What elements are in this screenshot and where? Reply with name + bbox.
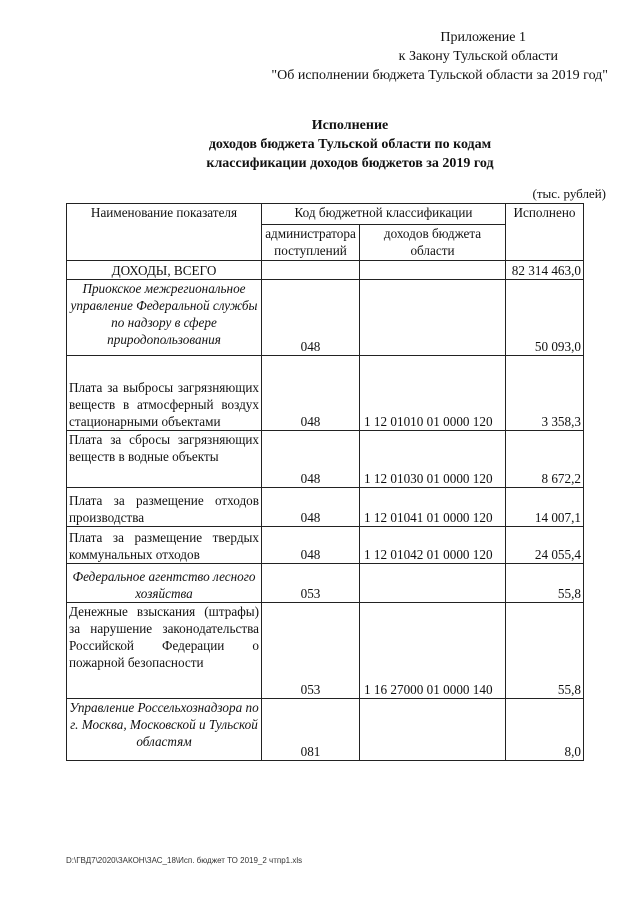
table-row	[67, 431, 584, 488]
row-value: 8 672,2	[506, 431, 584, 488]
header-code-group: Код бюджетной классификации	[262, 204, 506, 225]
total-admin	[262, 261, 360, 280]
table-row	[67, 280, 584, 356]
document-title	[150, 116, 550, 173]
row-value: 14 007,1	[506, 488, 584, 527]
annex-line-1: Приложение 1	[440, 30, 526, 45]
row-value: 50 093,0	[506, 280, 584, 356]
row-admin: 048	[262, 356, 360, 431]
row-admin: 081	[262, 699, 360, 761]
row-code	[360, 280, 506, 356]
row-admin: 048	[262, 431, 360, 488]
header-name: Наименование показателя	[67, 204, 262, 261]
row-name: Плата за сбросы загрязняющих веществ в водные объекты	[67, 431, 262, 488]
table-row	[67, 603, 584, 699]
row-code	[360, 564, 506, 603]
total-code	[360, 261, 506, 280]
row-admin: 053	[262, 564, 360, 603]
row-name: Управление Россельхознадзора по г. Москва, Московской и Тульской областям	[67, 699, 262, 761]
annex-header	[271, 28, 608, 85]
row-name: Плата за выбросы загрязняющих веществ в атмосферный воздух стационарными объектами	[67, 356, 262, 431]
row-code	[360, 699, 506, 761]
row-value: 3 358,3	[506, 356, 584, 431]
row-value: 55,8	[506, 603, 584, 699]
row-admin: 048	[262, 527, 360, 564]
table-row	[67, 564, 584, 603]
row-value: 55,8	[506, 564, 584, 603]
annex-line-2: к Закону Тульской области	[398, 49, 558, 64]
row-name: Плата за размещение твердых коммунальных отходов	[67, 527, 262, 564]
row-code: 1 12 01042 01 0000 120	[360, 527, 506, 564]
row-code: 1 12 01010 01 0000 120	[360, 356, 506, 431]
row-name: Плата за размещение отходов производства	[67, 488, 262, 527]
row-admin: 048	[262, 488, 360, 527]
table-row	[67, 527, 584, 564]
file-path-footer: D:\ГВД7\2020\ЗАКОН\ЗАС_18\Исп. бюджет ТО 2019_2 чтпр1.xls	[66, 856, 303, 865]
table-row	[67, 488, 584, 527]
row-name: Приокское межрегиональное управление Федеральной службы по надзору в сфере природопользования	[67, 280, 262, 356]
table-row	[67, 699, 584, 761]
row-name: Денежные взыскания (штрафы) за нарушение законодательства Российской Федерации о пожарной безопасности	[67, 603, 262, 699]
units-label: (тыс. рублей)	[532, 186, 606, 201]
header-done: Исполнено	[506, 204, 584, 261]
total-label: ДОХОДЫ, ВСЕГО	[67, 261, 262, 280]
row-code: 1 16 27000 01 0000 140	[360, 603, 506, 699]
row-code: 1 12 01041 01 0000 120	[360, 488, 506, 527]
header-income: доходов бюджета области	[360, 225, 506, 261]
header-admin: администратора поступлений	[262, 225, 360, 261]
row-admin: 053	[262, 603, 360, 699]
row-value: 8,0	[506, 699, 584, 761]
annex-line-3: "Об исполнении бюджета Тульской области за 2019 год"	[271, 68, 608, 83]
title-line-1: Исполнение	[311, 118, 389, 133]
income-table	[66, 203, 584, 761]
total-value: 82 314 463,0	[506, 261, 584, 280]
title-line-3: классификации доходов бюджетов за 2019 год	[206, 156, 494, 171]
row-code: 1 12 01030 01 0000 120	[360, 431, 506, 488]
row-value: 24 055,4	[506, 527, 584, 564]
row-name: Федеральное агентство лесного хозяйства	[67, 564, 262, 603]
table-row	[67, 356, 584, 431]
title-line-2: доходов бюджета Тульской области по кодам	[208, 137, 492, 152]
row-admin: 048	[262, 280, 360, 356]
